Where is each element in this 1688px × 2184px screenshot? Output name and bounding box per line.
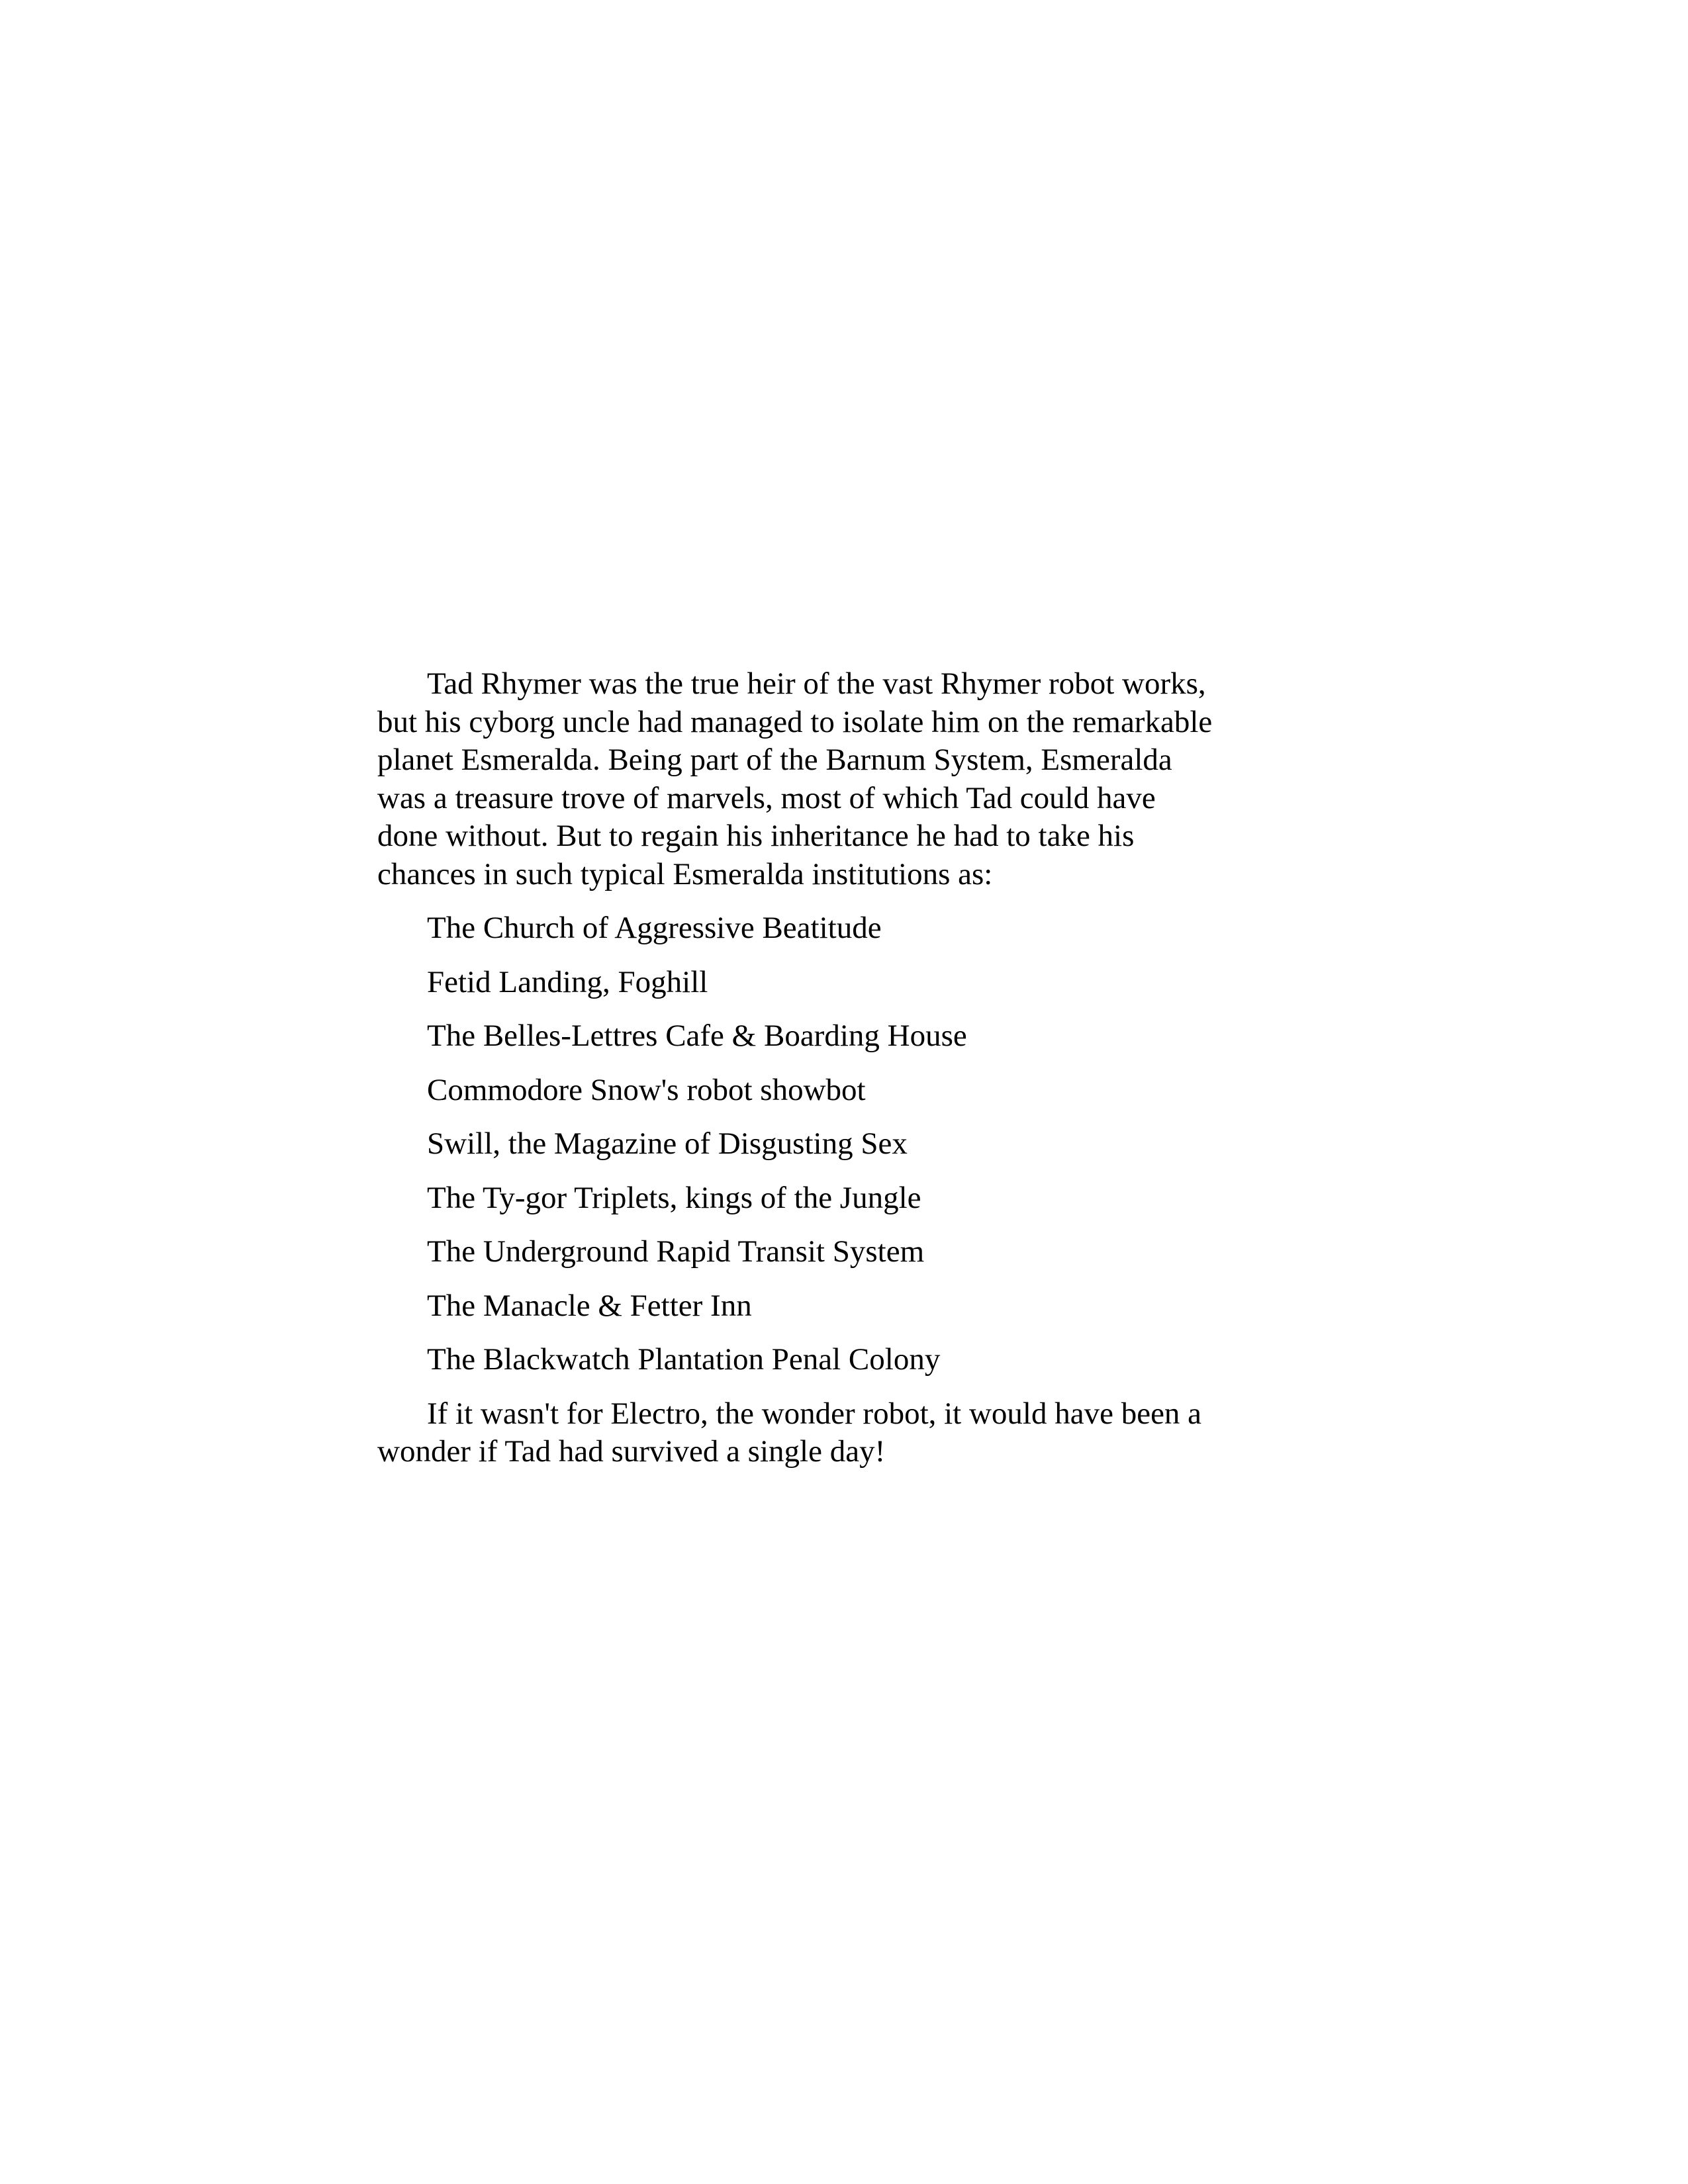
list-item: The Underground Rapid Transit System: [427, 1234, 925, 1269]
list-item: The Blackwatch Plantation Penal Colony: [427, 1342, 941, 1377]
closing-paragraph: [377, 1395, 1264, 1471]
list-item: Swill, the Magazine of Disgusting Sex: [427, 1126, 908, 1161]
intro-line: chances in such typical Esmeralda institutions as:: [377, 856, 993, 891]
institutions-list: [377, 909, 1264, 1379]
list-item: Commodore Snow's robot showbot: [427, 1072, 866, 1107]
intro-line: but his cyborg uncle had managed to isolate him on the remarkable: [377, 704, 1213, 739]
intro-line: planet Esmeralda. Being part of the Barnum System, Esmeralda: [377, 743, 1172, 777]
list-item: Fetid Landing, Foghill: [427, 964, 708, 999]
closing-line: If it wasn't for Electro, the wonder robot, it would have been a: [427, 1396, 1202, 1431]
closing-line: wonder if Tad had survived a single day!: [377, 1434, 886, 1469]
list-item: The Manacle & Fetter Inn: [427, 1288, 752, 1323]
intro-line: was a treasure trove of marvels, most of which Tad could have: [377, 780, 1156, 815]
intro-line: Tad Rhymer was the true heir of the vast Rhymer robot works,: [427, 666, 1206, 701]
intro-line: done without. But to regain his inheritance he had to take his: [377, 819, 1135, 853]
list-item: The Belles-Lettres Cafe & Boarding House: [427, 1019, 967, 1053]
intro-paragraph: [377, 665, 1264, 893]
list-item: The Church of Aggressive Beatitude: [427, 911, 882, 945]
list-item: The Ty-gor Triplets, kings of the Jungle: [427, 1180, 921, 1215]
blurb-text: [377, 665, 1264, 1471]
